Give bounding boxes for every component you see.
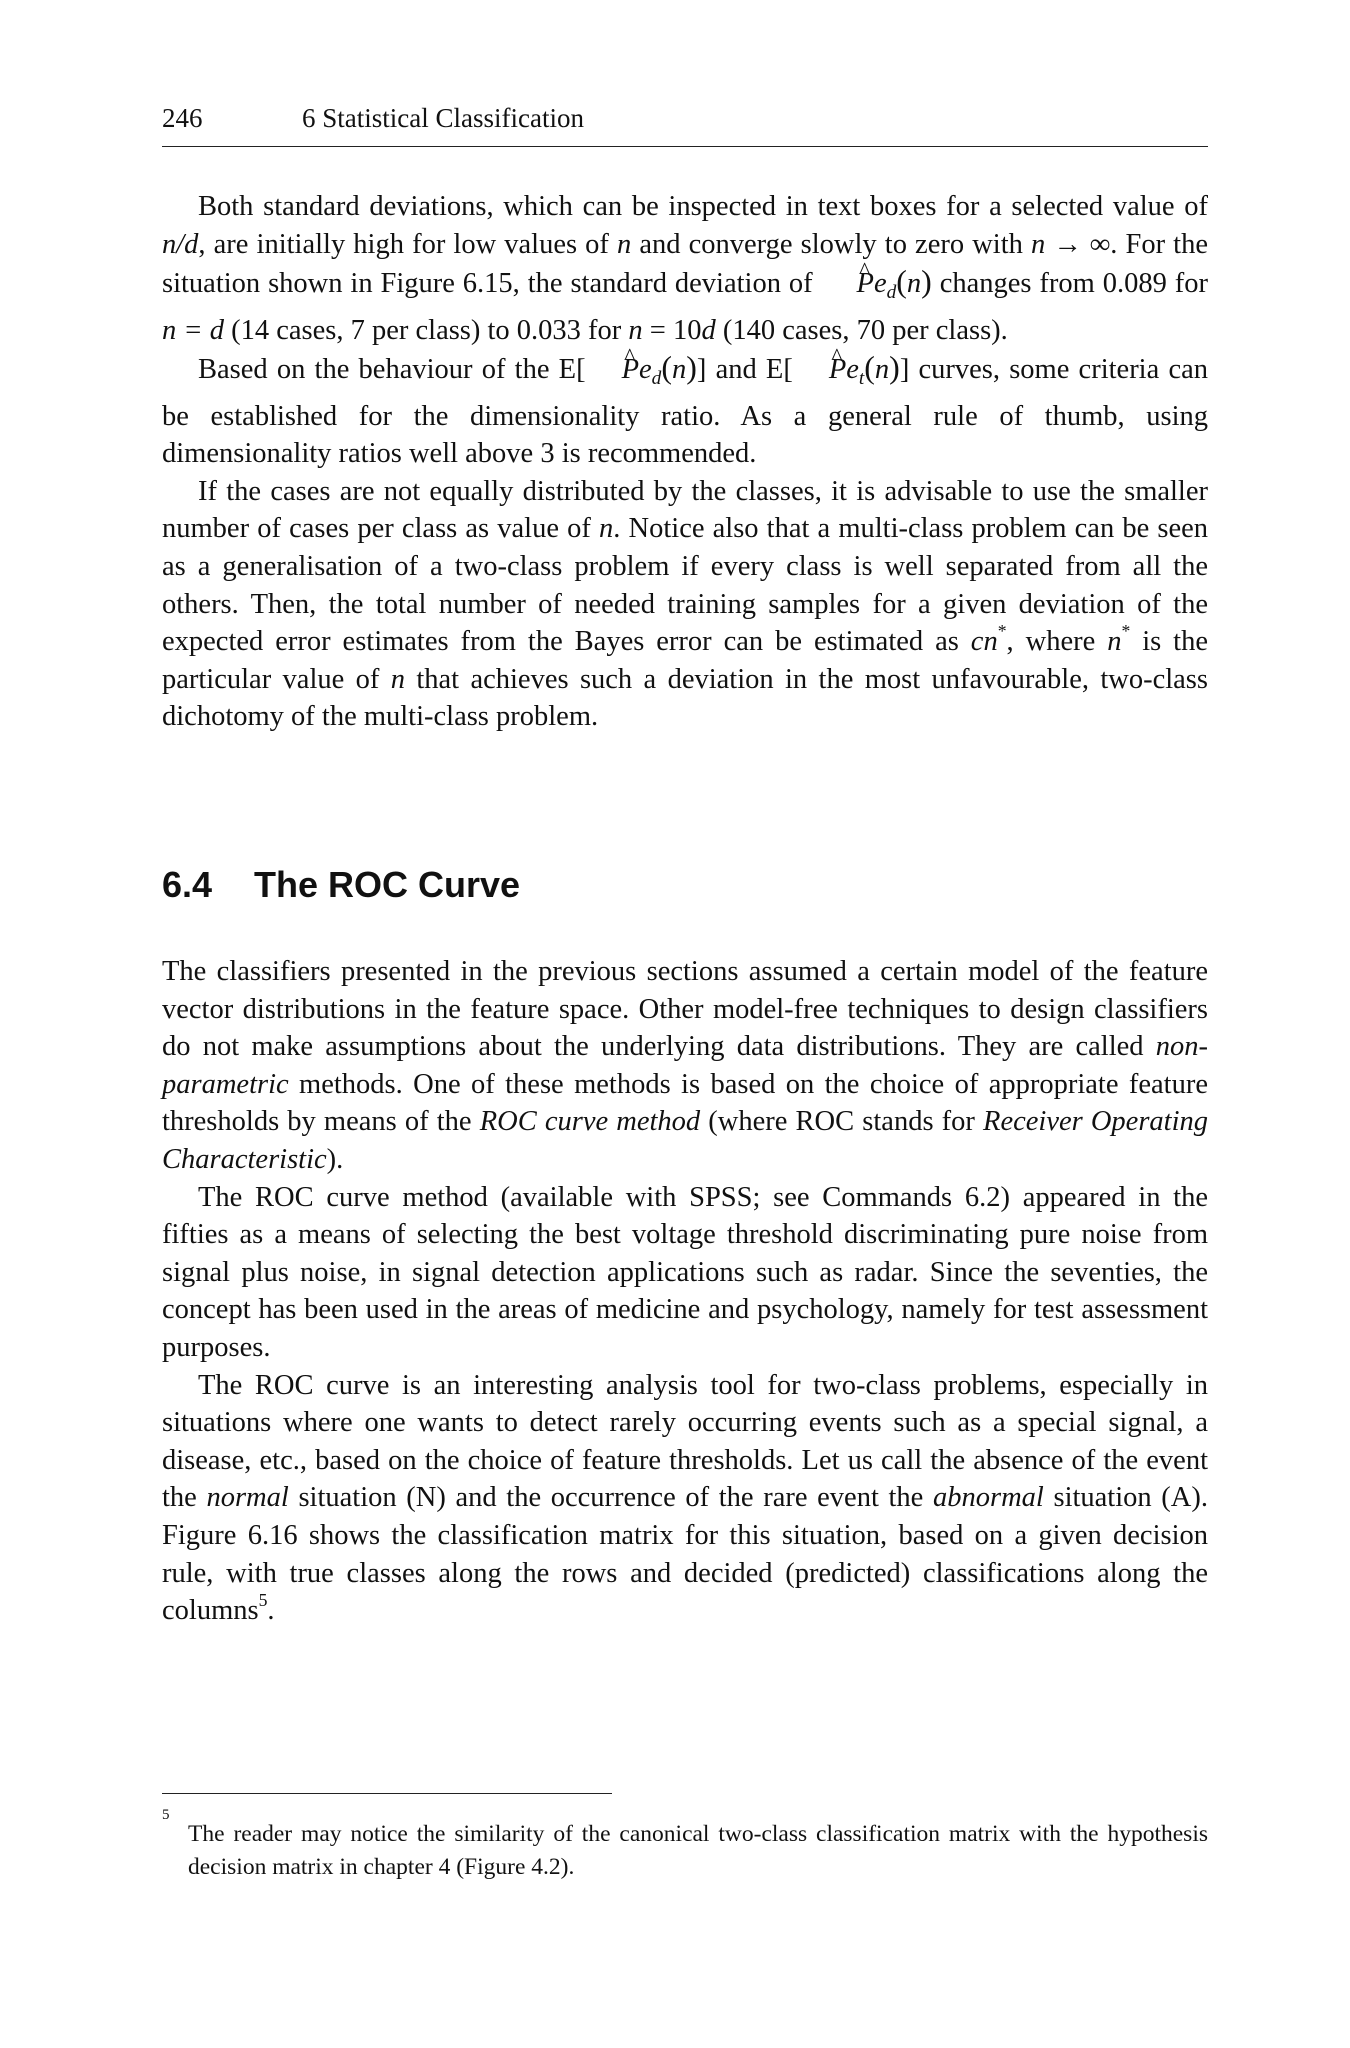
paragraph-multi-class: If the cases are not equally distributed by the classes, it is advisable to use the smaller number of cases per class as value of n. Notice also that a multi-class problem can be seen as a generalisation of a two-class problem if every class is well separated from all the others. Then, the total number of needed training samples for a given deviation of the expected error estimates from the Bayes error can be estimated as cn*, where n* is the particular value of n that achieves such a deviation in the most unfavourable, two-class dichotomy of the multi-class problem. bbox=[162, 475, 1208, 733]
paragraph-std-deviations: Both standard deviations, which can be inspected in text boxes for a selected value of n/d, are initially high for low values of n and converge slowly to zero with n → ∞. For the situation shown in Figure 6.15, the standard deviation of ^ $Pe_d(n)$ changes from 0.089 for n = d (14 cases, 7 per class) to 0.033 for n = 10d (140 cases, 70 per class). bbox=[162, 188, 1208, 349]
footnote-mark: 5 bbox=[162, 1807, 170, 1823]
paragraph-non-parametric: The classifiers presented in the previous sections assumed a certain model of the feature vector distributions in the feature space. Other model-free techniques to design classifiers do not make assumptions about the underlying data distributions. They are called non-parametric methods. One of these methods is based on the choice of appropriate feature thresholds by means of the ROC curve method (where ROC stands for Receiver Operating Characteristic). bbox=[162, 956, 1209, 1175]
paragraph-dimensionality-ratio: Based on the behaviour of the E[^ $Pe_d(n)$] and E[^ $Pe_t(n)$] curves, some criteria can be established for the dimensionality ratio. As a general rule of thumb, using dimensionality ratios well above 3 is recommended. bbox=[162, 349, 1208, 473]
running-head bbox=[162, 98, 1208, 147]
n-to-infinity: n → ∞ bbox=[1030, 228, 1111, 260]
footnote-reference: 5 bbox=[258, 1589, 268, 1610]
footnote-divider bbox=[162, 1793, 612, 1794]
chapter-title: 6 Statistical Classification bbox=[302, 103, 584, 133]
body-text-roc bbox=[162, 953, 1208, 1630]
section-title: The ROC Curve bbox=[254, 864, 521, 905]
body-text-top bbox=[162, 188, 1208, 736]
math-pe-d-n: ^ $Pe_d(n)$ bbox=[586, 354, 697, 385]
page-number: 246 bbox=[162, 103, 203, 133]
paragraph-roc-analysis: The ROC curve is an interesting analysis tool for two-class problems, especially in situations where one wants to detect rarely occurring events such as a special signal, a disease, etc., based on the choice of feature thresholds. Let us call the absence of the event the normal situation (N) and the occurrence of the rare event the abnormal situation (A). Figure 6.16 shows the classification matrix for this situation, based on a given decision rule, with true classes along the rows and decided (predicted) classifications along the columns$^5$. bbox=[162, 1369, 1208, 1627]
section-number: 6.4 bbox=[162, 864, 213, 905]
section-heading bbox=[162, 863, 1208, 907]
footnote-text: The reader may notice the similarity of the canonical two-class classification matrix with the hypothesis decision matrix in chapter 4 (Figure 4.2). bbox=[188, 1821, 1208, 1880]
footnote bbox=[162, 1808, 1208, 1884]
math-pe-t-n: ^ $Pe_t(n)$ bbox=[793, 354, 900, 385]
math-pe-d-n: ^ $Pe_d(n)$ bbox=[821, 268, 932, 299]
paragraph-roc-history: The ROC curve method (available with SPSS; see Commands 6.2) appeared in the fifties as a means of selecting the best voltage threshold discriminating pure noise from signal plus noise, in signal detection applications such as radar. Since the seventies, the concept has been used in the areas of medicine and psychology, namely for test assessment purposes. bbox=[162, 1181, 1208, 1363]
